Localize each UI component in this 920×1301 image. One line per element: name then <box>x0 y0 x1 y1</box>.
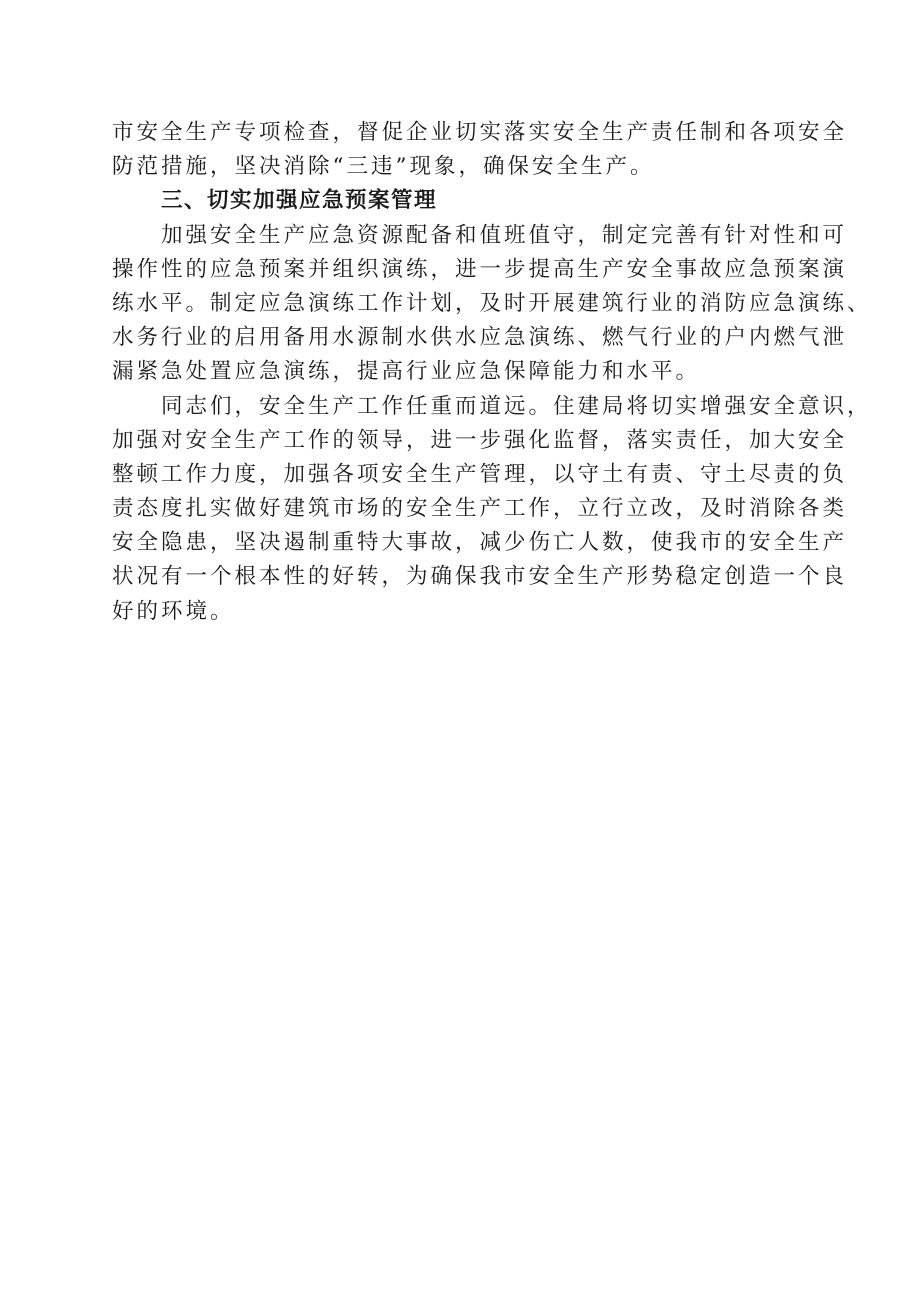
text-line: 漏紧急处置应急演练，提高行业应急保障能力和水平。 <box>112 359 701 385</box>
section2-tail-paragraph <box>112 116 848 184</box>
text-line: 加强对安全生产工作的领导，进一步强化监督，落实责任，加大安全 <box>112 427 848 453</box>
text-line: 安全隐患，坚决遏制重特大事故，减少伤亡人数，使我市的安全生产 <box>112 530 848 556</box>
text-line: 责态度扎实做好建筑市场的安全生产工作，立行立改，及时消除各类 <box>112 496 848 522</box>
text-line: 状况有一个根本性的好转，为确保我市安全生产形势稳定创造一个良 <box>112 564 848 590</box>
text-line: 好的环境。 <box>112 598 235 624</box>
section3-paragraph <box>112 219 872 390</box>
document-body <box>112 116 872 629</box>
text-line: 水务行业的启用备用水源制水供水应急演练、燃气行业的户内燃气泄 <box>112 325 848 351</box>
text-line: 加强安全生产应急资源配备和值班值守，制定完善有针对性和可 <box>161 222 848 248</box>
text-line: 市安全生产专项检查，督促企业切实落实安全生产责任制和各项安全 <box>112 120 848 145</box>
text-line: 同志们，安全生产工作任重而道远。住建局将切实增强安全意识， <box>161 393 872 419</box>
text-line: 练水平。制定应急演练工作计划，及时开展建筑行业的消防应急演练、 <box>112 290 872 316</box>
text-line: 整顿工作力度，加强各项安全生产管理，以守土有责、守土尽责的负 <box>112 461 848 487</box>
text-line: 防范措施，坚决消除“三违”现象，确保安全生产。 <box>112 154 655 180</box>
section3-heading: 三、切实加强应急预案管理 <box>161 188 438 214</box>
text-line: 操作性的应急预案并组织演练，进一步提高生产安全事故应急预案演 <box>112 256 848 282</box>
closing-paragraph <box>112 390 872 629</box>
